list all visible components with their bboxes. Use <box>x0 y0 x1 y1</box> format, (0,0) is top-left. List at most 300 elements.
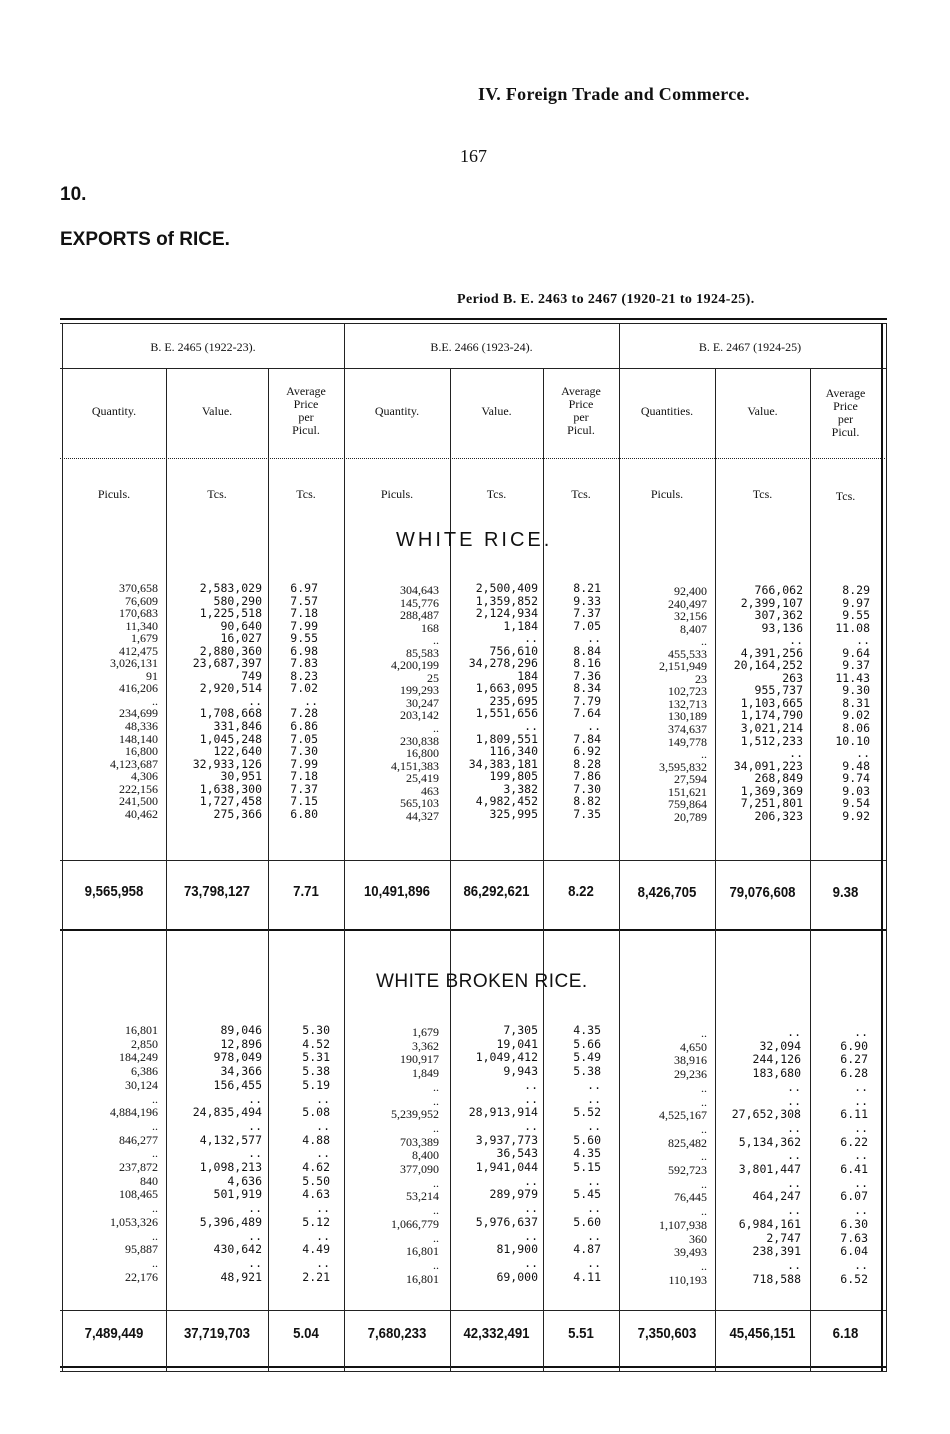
broken-rice-value-2466-cell: .. <box>524 1228 538 1243</box>
white-rice-value-2465-cell: .. <box>248 693 262 708</box>
white-rice-quantity-2465-cell: 234,699 <box>119 706 158 721</box>
broken-rice-price-2467-cell: .. <box>854 1257 868 1272</box>
white-rice-quantity-2466 <box>344 584 439 822</box>
broken-rice-price-2466-cell: 4.35 <box>573 1146 601 1161</box>
broken-rice-price-2467-cell: 6.07 <box>840 1189 868 1204</box>
white-rice-quantity-2465-cell: 416,206 <box>119 681 158 696</box>
broken-rice-value-2466-cell: 289,979 <box>489 1187 538 1202</box>
broken-rice-quantity-2467-cell: .. <box>701 1258 707 1273</box>
white-rice-price-2466 <box>543 582 601 820</box>
white-rice-quantity-2466-cell: 25,419 <box>406 771 439 786</box>
white-rice-price-2465-cell: 7.02 <box>290 681 318 696</box>
white-rice-price-2466-cell: 7.35 <box>573 806 601 821</box>
broken-rice-price-2466 <box>543 1024 601 1284</box>
broken-rice-quantity-2467-cell: 592,723 <box>668 1163 707 1178</box>
broken-rice-quantity-2466-cell: 190,917 <box>400 1052 439 1067</box>
white-rice-value-2467-cell: 4,391,256 <box>740 645 803 660</box>
broken-rice-value-2467-cell: 3,801,447 <box>738 1162 801 1177</box>
broken-rice-quantity-2465-cell: 840 <box>140 1173 158 1188</box>
broken-rice-value-2467-cell: .. <box>787 1203 801 1218</box>
broken-rice-price-2467-cell: 6.52 <box>840 1271 868 1286</box>
broken-rice-price-2467-cell: .. <box>854 1025 868 1039</box>
broken-rice-value-2466-cell: .. <box>524 1255 538 1270</box>
white-rice-quantity-2466-cell: 85,583 <box>406 645 439 660</box>
broken-rice-price-2467-cell: .. <box>854 1175 868 1190</box>
white-rice-total-value-2467: 79,076,608 <box>729 884 796 901</box>
white-rice-price-2467-cell: 9.48 <box>842 758 870 773</box>
white-rice-price-2466-cell: 7.30 <box>573 781 601 796</box>
white-rice-quantity-2467-cell: 132,713 <box>668 696 707 711</box>
broken-rice-quantity-2465-cell: 95,887 <box>125 1242 158 1257</box>
broken-rice-price-2466-cell: 4.35 <box>573 1023 601 1037</box>
broken-rice-value-2465-cell: 48,921 <box>220 1269 262 1284</box>
broken-rice-quantity-2465 <box>62 1024 158 1284</box>
broken-rice-quantity-2466-cell: .. <box>433 1203 439 1218</box>
unit-tcs-value-2465: Tcs. <box>207 487 227 501</box>
white-rice-value-2466-cell: .. <box>524 719 538 734</box>
broken-rice-value-2465-cell: 978,049 <box>213 1050 262 1065</box>
broken-rice-quantity-2466-cell: .. <box>433 1230 439 1245</box>
broken-rice-quantity-2467-cell: .. <box>701 1094 707 1109</box>
col-avg-price-2465: Average Price per Picul. <box>286 384 326 437</box>
broken-rice-price-2465-cell: .. <box>316 1091 330 1106</box>
white-rice-value-2467 <box>715 584 803 822</box>
white-rice-price-2465-cell: 7.18 <box>290 769 318 784</box>
broken-rice-value-2466-cell: 9,943 <box>503 1064 538 1079</box>
broken-rice-value-2465-cell: 156,455 <box>213 1077 262 1092</box>
broken-rice-value-2467-cell: 6,984,161 <box>738 1216 801 1231</box>
broken-rice-value-2467-cell: .. <box>787 1025 801 1039</box>
white-rice-quantity-2467-cell: 455,533 <box>668 646 707 661</box>
broken-rice-price-2467-cell: 7.63 <box>840 1230 868 1245</box>
broken-rice-quantity-2465-cell: 6,386 <box>131 1064 158 1079</box>
white-rice-quantity-2466-cell: .. <box>433 721 439 736</box>
white-rice-quantity-2465-cell: .. <box>152 693 158 708</box>
broken-rice-value-2466-cell: 81,900 <box>496 1242 538 1257</box>
broken-rice-value-2466-cell: 7,305 <box>503 1023 538 1037</box>
broken-rice-quantity-2466-cell: .. <box>433 1120 439 1135</box>
broken-rice-value-2467-cell: 464,247 <box>752 1189 801 1204</box>
broken-rice-quantity-2466-cell: 5,239,952 <box>391 1107 439 1122</box>
broken-rice-quantity-2466-cell: 377,090 <box>400 1162 439 1177</box>
broken-rice-quantity-2465-cell: 108,465 <box>119 1187 158 1202</box>
broken-rice-value-2466-cell: 69,000 <box>496 1269 538 1284</box>
broken-rice-quantity-2467-cell: 4,650 <box>680 1039 707 1054</box>
broken-rice-price-2467-cell: 6.11 <box>840 1107 868 1122</box>
white-rice-value-2466-cell: 2,124,934 <box>475 606 538 621</box>
broken-rice-value-2466-cell: 28,913,914 <box>468 1105 538 1120</box>
white-rice-price-2465-cell: 7.99 <box>290 618 318 633</box>
white-rice-value-2467-cell: 1,512,233 <box>740 733 803 748</box>
white-rice-price-2465-cell: .. <box>304 693 318 708</box>
broken-rice-value-2467-cell: .. <box>787 1148 801 1163</box>
white-rice-price-2467-cell: 9.97 <box>842 595 870 610</box>
broken-rice-value-2466-cell: .. <box>524 1077 538 1092</box>
broken-rice-value-2467-cell: 5,134,362 <box>738 1134 801 1149</box>
white-rice-quantity-2465-cell: 1,679 <box>131 631 158 646</box>
white-rice-quantity-2465-cell: 170,683 <box>119 606 158 621</box>
white-rice-price-2467-cell: 9.37 <box>842 658 870 673</box>
white-rice-quantity-2465-cell: 148,140 <box>119 731 158 746</box>
broken-rice-price-2466-cell: 5.52 <box>573 1105 601 1120</box>
white-rice-price-2467-cell: 10.10 <box>835 733 870 748</box>
broken-rice-price-2465-cell: 2.21 <box>302 1269 330 1284</box>
broken-rice-value-2465-cell: 34,366 <box>220 1064 262 1079</box>
white-rice-total-quantity-2467: 8,426,705 <box>637 884 697 901</box>
white-rice-value-2467-cell: .. <box>789 746 803 761</box>
broken-rice-quantity-2466-cell: 16,801 <box>406 1244 439 1259</box>
broken-rice-value-2466-cell: .. <box>524 1201 538 1216</box>
white-rice-price-2466-cell: 8.16 <box>573 656 601 671</box>
white-rice-quantity-2466-cell: 304,643 <box>400 583 439 597</box>
broken-rice-value-2465-cell: .. <box>248 1146 262 1161</box>
broken-rice-total-quantity-2467: 7,350,603 <box>637 1325 697 1342</box>
broken-rice-price-2466-cell: 5.38 <box>573 1064 601 1079</box>
white-rice-value-2467-cell: 307,362 <box>754 608 803 623</box>
white-rice-quantity-2467-cell: .. <box>701 747 707 762</box>
white-rice-price-2467-cell: .. <box>856 633 870 648</box>
white-rice-quantity-2465-cell: 16,800 <box>125 744 158 759</box>
broken-rice-quantity-2466-cell: 1,066,779 <box>391 1216 439 1231</box>
broken-rice-price-2466-cell: 5.49 <box>573 1050 601 1065</box>
white-rice-value-2465-cell: 23,687,397 <box>192 656 262 671</box>
white-rice-quantity-2467-cell: 151,621 <box>668 784 707 799</box>
white-rice-value-2466-cell: 1,663,095 <box>475 681 538 696</box>
white-rice-value-2465-cell: 1,638,300 <box>199 781 262 796</box>
broken-rice-price-2467-cell: 6.41 <box>840 1162 868 1177</box>
white-rice-price-2465-cell: 8.23 <box>290 668 318 683</box>
white-rice-quantity-2467-cell: 20,789 <box>674 809 707 824</box>
white-rice-quantity-2466-cell: 16,800 <box>406 746 439 761</box>
broken-rice-quantity-2466-cell: 16,801 <box>406 1271 439 1286</box>
white-rice-price-2467-cell: 8.31 <box>842 695 870 710</box>
white-rice-price-2465-cell: 7.18 <box>290 606 318 621</box>
white-rice-price-2467-cell: 9.74 <box>842 771 870 786</box>
broken-rice-price-2465-cell: 4.49 <box>302 1242 330 1257</box>
white-rice-value-2466-cell: 116,340 <box>489 744 538 759</box>
white-rice-value-2467-cell: 206,323 <box>754 808 803 823</box>
white-rice-value-2465 <box>166 582 262 820</box>
unit-tcs-value-2466: Tcs. <box>486 487 507 501</box>
broken-rice-price-2465-cell: .. <box>316 1201 330 1216</box>
broken-rice-price-2466-cell: .. <box>587 1228 601 1243</box>
white-rice-price-2466-cell: 8.34 <box>573 681 601 696</box>
broken-rice-value-2467-cell: .. <box>787 1175 801 1190</box>
white-rice-value-2466-cell: 199,805 <box>489 769 538 784</box>
broken-rice-price-2467-cell: .. <box>854 1093 868 1108</box>
group-header-2466: B.E. 2466 (1923-24). <box>430 340 533 354</box>
white-rice-price-2466-cell: 7.86 <box>573 769 601 784</box>
white-rice-value-2465-cell: 2,920,514 <box>199 681 262 696</box>
broken-rice-quantity-2467-cell: 4,525,167 <box>659 1108 707 1123</box>
white-rice-quantity-2466-cell: 168 <box>421 620 439 635</box>
white-rice-price-2465-cell: 7.05 <box>290 731 318 746</box>
broken-rice-quantity-2465-cell: 1,053,326 <box>110 1214 158 1229</box>
white-rice-value-2465-cell: 1,225,518 <box>199 606 262 621</box>
white-rice-quantity-2467-cell: 2,151,949 <box>659 659 707 674</box>
broken-rice-price-2465-cell: 4.62 <box>302 1160 330 1175</box>
broken-rice-price-2465-cell: .. <box>316 1228 330 1243</box>
broken-rice-quantity-2466 <box>344 1026 439 1286</box>
broken-rice-quantity-2467-cell: .. <box>701 1204 707 1219</box>
white-rice-value-2466-cell: 3,382 <box>503 781 538 796</box>
white-rice-price-2467-cell: 11.43 <box>835 670 870 685</box>
white-rice-price-2466-cell: 8.84 <box>573 643 601 658</box>
white-rice-value-2467-cell: 263 <box>782 670 803 685</box>
white-rice-price-2465-cell: 7.30 <box>290 744 318 759</box>
white-rice-price-2465-cell: 9.55 <box>290 631 318 646</box>
broken-rice-quantity-2466-cell: 1,849 <box>412 1066 439 1081</box>
group-header-2467: B. E. 2467 (1924-25) <box>698 340 802 354</box>
white-rice-quantity-2465-cell: 4,123,687 <box>110 756 158 771</box>
white-rice-value-2466-cell: 2,500,409 <box>475 581 538 595</box>
broken-rice-price-2467-cell: 6.30 <box>840 1216 868 1231</box>
white-rice-price-2467-cell: 9.55 <box>842 608 870 623</box>
period-label: Period B. E. 2463 to 2467 (1920-21 to 1924-25). <box>457 292 755 307</box>
broken-rice-value-2467-cell: 238,391 <box>752 1244 801 1259</box>
table-title: EXPORTS of RICE. <box>60 229 230 250</box>
white-rice-quantity-2467-cell: 27,594 <box>674 772 707 787</box>
broken-rice-price-2466-cell: 4.87 <box>573 1242 601 1257</box>
white-rice-quantity-2466-cell: 230,838 <box>400 733 439 748</box>
broken-rice-quantity-2467-cell: 110,193 <box>668 1272 707 1287</box>
broken-rice-value-2467-cell: .. <box>787 1257 801 1272</box>
white-rice-price-2466-cell: 9.33 <box>573 593 601 608</box>
broken-rice-price-2466-cell: 5.45 <box>573 1187 601 1202</box>
white-rice-quantity-2466-cell: 203,142 <box>400 708 439 723</box>
white-rice-quantity-2466-cell: 30,247 <box>406 695 439 710</box>
broken-rice-total-price-2467: 6.18 <box>832 1325 859 1342</box>
white-rice-value-2465-cell: 1,727,458 <box>199 794 262 809</box>
broken-rice-price-2466-cell: .. <box>587 1077 601 1092</box>
broken-rice-total-quantity-2465: 7,489,449 <box>84 1325 144 1342</box>
white-rice-quantity-2467-cell: 32,156 <box>674 609 707 624</box>
white-rice-value-2467-cell: 955,737 <box>754 683 803 698</box>
white-rice-total-quantity-2466: 10,491,896 <box>363 883 431 900</box>
broken-rice-price-2466-cell: 4.11 <box>573 1269 601 1284</box>
white-rice-value-2465-cell: 90,640 <box>220 618 262 633</box>
white-rice-value-2466-cell: 756,610 <box>489 643 538 658</box>
white-rice-value-2467-cell: 93,136 <box>761 620 803 635</box>
broken-rice-quantity-2466-cell: 703,389 <box>400 1134 439 1149</box>
white-rice-quantity-2465-cell: 11,340 <box>125 618 158 633</box>
broken-rice-value-2467-cell: .. <box>787 1093 801 1108</box>
broken-rice-quantity-2467-cell: 360 <box>689 1231 707 1246</box>
white-rice-value-2467-cell: 1,369,369 <box>740 783 803 798</box>
col-value-2466: Value. <box>481 404 512 418</box>
white-rice-quantity-2465-cell: 412,475 <box>119 643 158 658</box>
unit-tcs-price-2467: Tcs. <box>835 489 856 503</box>
col-quantity-2466: Quantity. <box>374 404 420 418</box>
broken-rice-total-value-2467: 45,456,151 <box>729 1325 796 1342</box>
broken-rice-price-2466-cell: .. <box>587 1091 601 1106</box>
white-rice-price-2467-cell: 9.03 <box>842 783 870 798</box>
white-rice-price-2465-cell: 7.15 <box>290 794 318 809</box>
broken-rice-value-2465-cell: 430,642 <box>213 1242 262 1257</box>
broken-rice-price-2467-cell: 6.90 <box>840 1038 868 1053</box>
broken-rice-value-2467-cell: 718,588 <box>752 1271 801 1286</box>
broken-rice-price-2467-cell: 6.27 <box>840 1052 868 1067</box>
broken-rice-quantity-2467 <box>619 1027 707 1287</box>
col-quantity-2465: Quantity. <box>91 404 137 418</box>
broken-rice-price-2467-cell: .. <box>854 1079 868 1094</box>
broken-rice-quantity-2465-cell: .. <box>152 1091 158 1106</box>
white-rice-quantity-2467-cell: 23 <box>695 671 707 686</box>
broken-rice-price-2467-cell: .. <box>854 1148 868 1163</box>
broken-rice-price-2467-cell: .. <box>854 1120 868 1135</box>
broken-rice-value-2465-cell: 501,919 <box>213 1187 262 1202</box>
white-rice-price-2465-cell: 7.57 <box>290 593 318 608</box>
broken-rice-value-2467-cell: 32,094 <box>759 1038 801 1053</box>
white-rice-price-2466-cell: 7.05 <box>573 618 601 633</box>
col-quantities-2467: Quantities. <box>640 404 694 418</box>
white-rice-quantity-2466-cell: .. <box>433 633 439 648</box>
broken-rice-value-2467-cell: 27,652,308 <box>731 1107 801 1122</box>
white-rice-price-2466-cell: .. <box>587 631 601 646</box>
white-rice-price-2465-cell: 7.99 <box>290 756 318 771</box>
broken-rice-quantity-2466-cell: 53,214 <box>406 1189 439 1204</box>
broken-rice-price-2465-cell: 4.88 <box>302 1132 330 1147</box>
white-rice-quantity-2467-cell: 130,189 <box>668 709 707 724</box>
white-rice-total-price-2465: 7.71 <box>293 883 319 900</box>
broken-rice-price-2466-cell: .. <box>587 1118 601 1133</box>
broken-rice-quantity-2467-cell: 76,445 <box>674 1190 707 1205</box>
white-rice-quantity-2465-cell: 4,306 <box>131 769 158 784</box>
white-rice-value-2466-cell: 235,695 <box>489 693 538 708</box>
white-rice-quantity-2465-cell: 76,609 <box>125 593 158 608</box>
broken-rice-price-2467 <box>810 1026 868 1286</box>
white-rice-value-2465-cell: 122,640 <box>213 744 262 759</box>
white-rice-value-2466-cell: 1,551,656 <box>475 706 538 721</box>
white-rice-price-2467-cell: 9.02 <box>842 708 870 723</box>
broken-rice-price-2466-cell: .. <box>587 1201 601 1216</box>
white-rice-quantity-2467-cell: 149,778 <box>668 734 707 749</box>
white-rice-price-2466-cell: 7.37 <box>573 606 601 621</box>
broken-rice-price-2465-cell: 5.08 <box>302 1105 330 1120</box>
white-rice-quantity-2467-cell: 3,595,832 <box>659 759 707 774</box>
broken-rice-price-2466-cell: 5.15 <box>573 1160 601 1175</box>
white-rice-price-2467 <box>810 584 870 822</box>
broken-rice-quantity-2467-cell: .. <box>701 1026 707 1040</box>
white-rice-price-2466-cell: 7.36 <box>573 668 601 683</box>
white-rice-value-2466-cell: 4,982,452 <box>475 794 538 809</box>
white-rice-quantity-2465-cell: 222,156 <box>119 781 158 796</box>
broken-rice-value-2465-cell: 89,046 <box>220 1023 262 1037</box>
white-rice-value-2465-cell: 749 <box>241 668 262 683</box>
broken-rice-quantity-2465-cell: 22,176 <box>125 1269 158 1284</box>
broken-rice-value-2466-cell: .. <box>524 1173 538 1188</box>
white-rice-quantity-2465-cell: 91 <box>146 668 158 683</box>
broken-rice-price-2465-cell: 5.31 <box>302 1050 330 1065</box>
broken-rice-quantity-2465-cell: .. <box>152 1118 158 1133</box>
broken-rice-price-2465-cell: 5.38 <box>302 1064 330 1079</box>
broken-rice-price-2466-cell: 5.60 <box>573 1132 601 1147</box>
white-rice-price-2466-cell: 7.64 <box>573 706 601 721</box>
broken-rice-quantity-2465-cell: .. <box>152 1146 158 1161</box>
white-rice-value-2467-cell: 766,062 <box>754 583 803 597</box>
white-rice-value-2467-cell: .. <box>789 633 803 648</box>
white-rice-price-2465-cell: 7.37 <box>290 781 318 796</box>
white-rice-price-2467-cell: 9.64 <box>842 645 870 660</box>
white-rice-value-2467-cell: 1,103,665 <box>740 695 803 710</box>
white-rice-quantity-2467 <box>619 585 707 823</box>
unit-tcs-value-2467: Tcs. <box>752 487 773 501</box>
white-rice-value-2465-cell: 580,290 <box>213 593 262 608</box>
white-rice-price-2467-cell: 9.30 <box>842 683 870 698</box>
broken-rice-price-2467-cell: 6.28 <box>840 1066 868 1081</box>
col-avg-price-2467: Average Price per Picul. <box>825 386 866 439</box>
broken-rice-quantity-2467-cell: 39,493 <box>674 1245 707 1260</box>
white-rice-value-2465-cell: 2,880,360 <box>199 643 262 658</box>
white-rice-value-2465-cell: 16,027 <box>220 631 262 646</box>
white-rice-quantity-2466-cell: 565,103 <box>400 796 439 811</box>
broken-rice-value-2466-cell: 19,041 <box>496 1036 538 1051</box>
white-rice-quantity-2467-cell: 8,407 <box>680 621 707 636</box>
white-rice-price-2465-cell: 7.28 <box>290 706 318 721</box>
white-rice-quantity-2466-cell: 44,327 <box>406 808 439 823</box>
broken-rice-quantity-2467-cell: .. <box>701 1149 707 1164</box>
unit-tcs-price-2466: Tcs. <box>571 487 591 501</box>
white-rice-price-2467-cell: 11.08 <box>835 620 870 635</box>
white-rice-price-2465 <box>268 582 318 820</box>
section-title-white-broken-rice: WHITE BROKEN RICE. <box>376 971 588 992</box>
white-rice-price-2465-cell: 6.86 <box>290 719 318 734</box>
broken-rice-total-value-2465: 37,719,703 <box>183 1325 251 1342</box>
broken-rice-value-2467-cell: 183,680 <box>752 1066 801 1081</box>
white-rice-price-2467-cell: 8.29 <box>842 583 870 597</box>
table-number: 10. <box>60 184 87 205</box>
white-rice-value-2465-cell: 1,708,668 <box>199 706 262 721</box>
white-rice-quantity-2466-cell: 25 <box>427 670 439 685</box>
white-rice-quantity-2467-cell: 759,864 <box>668 797 707 812</box>
white-rice-value-2465-cell: 275,366 <box>213 806 262 821</box>
white-rice-value-2466-cell: 34,278,296 <box>468 656 538 671</box>
white-rice-total-price-2466: 8.22 <box>568 883 594 900</box>
broken-rice-value-2467 <box>715 1026 801 1286</box>
broken-rice-value-2467-cell: 2,747 <box>766 1230 801 1245</box>
broken-rice-quantity-2466-cell: .. <box>433 1093 439 1108</box>
white-rice-price-2466-cell: 7.84 <box>573 731 601 746</box>
white-rice-price-2466-cell: .. <box>587 719 601 734</box>
broken-rice-total-price-2466: 5.51 <box>568 1325 594 1342</box>
broken-rice-quantity-2466-cell: .. <box>433 1175 439 1190</box>
broken-rice-quantity-2467-cell: 38,916 <box>674 1053 707 1068</box>
broken-rice-value-2466-cell: .. <box>524 1118 538 1133</box>
broken-rice-price-2465-cell: 5.12 <box>302 1214 330 1229</box>
broken-rice-value-2465-cell: .. <box>248 1201 262 1216</box>
white-rice-quantity-2465-cell: 48,336 <box>125 719 158 734</box>
white-rice-price-2465-cell: 6.98 <box>290 643 318 658</box>
white-rice-quantity-2467-cell: 102,723 <box>668 684 707 699</box>
broken-rice-value-2465-cell: .. <box>248 1118 262 1133</box>
white-rice-value-2465-cell: 2,583,029 <box>199 581 262 595</box>
white-rice-value-2467-cell: 20,164,252 <box>733 658 803 673</box>
broken-rice-price-2466-cell: .. <box>587 1173 601 1188</box>
broken-rice-quantity-2465-cell: 184,249 <box>119 1050 158 1065</box>
broken-rice-quantity-2467-cell: .. <box>701 1121 707 1136</box>
broken-rice-value-2466-cell: .. <box>524 1091 538 1106</box>
white-rice-quantity-2466-cell: 199,293 <box>400 683 439 698</box>
broken-rice-quantity-2467-cell: 825,482 <box>668 1135 707 1150</box>
broken-rice-total-value-2466: 42,332,491 <box>463 1325 530 1342</box>
broken-rice-value-2465-cell: .. <box>248 1091 262 1106</box>
white-rice-quantity-2466-cell: 145,776 <box>400 595 439 610</box>
white-rice-quantity-2466-cell: 4,200,199 <box>391 658 439 673</box>
white-rice-price-2467-cell: 9.92 <box>842 808 870 823</box>
broken-rice-price-2466-cell: 5.60 <box>573 1214 601 1229</box>
broken-rice-value-2466-cell: 3,937,773 <box>475 1132 538 1147</box>
white-rice-quantity-2465-cell: 241,500 <box>119 794 158 809</box>
